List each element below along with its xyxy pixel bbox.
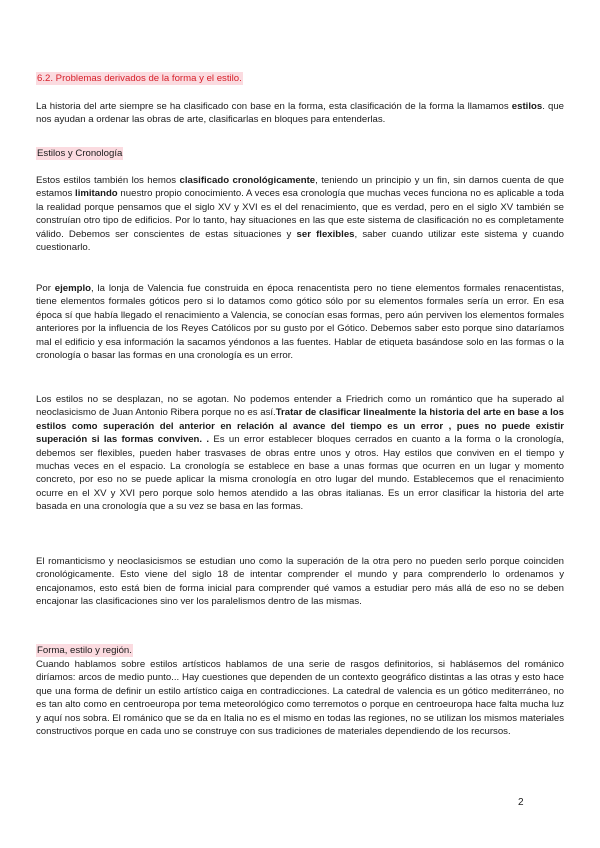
intro-text-2: . que nos ayudan a ordenar las obras de arte, clasificarlas en bloques para entenderlas. xyxy=(36,101,565,126)
estilos-p1-bold-1: clasificado cronológicamente xyxy=(179,175,316,186)
estilos-p1-text-1: Estos estilos también los hemos xyxy=(36,175,180,186)
estilos-p1-text-4: , saber cuando utilizar este sistema y cuando cuestionarlo. xyxy=(36,228,564,254)
estilos-p3-text-1: Los estilos no se desplazan, no se agotan. No podemos entender a Friedrich como un romántico que ha superado al neoclasicismo de Juan Antonio Ribera porque no es así. xyxy=(36,394,564,419)
estilos-p1-text-2: , teniendo un principio y un fin, sin darnos cuenta de que estamos xyxy=(36,175,564,200)
estilos-heading: Estilos y Cronología xyxy=(37,148,123,159)
intro-text-1: La historia del arte siempre se ha clasificado con base en la forma, esta clasificación de la forma la llamamos xyxy=(36,101,512,112)
estilos-p1-text-3: nuestro propio conocimiento. A veces esa cronología que muchas veces funciona no es aplicable a toda la realidad porque pensamos que el siglo XV y XVI es el del renacimiento, que es verdad, pero en el siglo XV también se construían otro tipo de edificios. Por lo tanto, hay situaciones en las que este sistema de clasificación no es completamente válido. Debemos ser conscientes de estas situaciones y xyxy=(36,188,564,240)
estilos-p3-bold-1: Tratar de clasificar linealmente la historia del arte en base a los estilos como superación del anterior en relación al avance del tiempo es un error , pues no puede existir superación si las formas conviven. . xyxy=(36,407,564,446)
estilos-p2-text-1: Por xyxy=(36,283,55,294)
page-number: 2 xyxy=(518,797,524,808)
forma-heading: Forma, estilo y región. xyxy=(37,645,132,656)
estilos-paragraph-2 xyxy=(36,282,564,362)
estilos-p2-text-2: , la lonja de Valencia fue construida en época renacentista pero no tiene elementos formales renacentistas, tiene elementos formales góticos pero si lo datamos como gótico sólo por su elementos formales sería un error. En esa época sí que había llegado el renacimiento a Valencia, se conocían esas formas, pero aún perviven los elementos formales anteriores por la influencia de los Reyes Católicos por su gusto por el Gótico. Debemos saber esto porque sino dataríamos mal el edificio y esa información la sacamos yéndonos a las fuentes. Hablar de etiqueta basándose solo en las formas o la cronología o basar las formas en una cronología es un error. xyxy=(36,283,564,362)
estilos-paragraph-3 xyxy=(36,393,564,514)
section-title: 6.2. Problemas derivados de la forma y el estilo. xyxy=(37,73,242,84)
estilos-p2-bold-1: ejemplo xyxy=(54,283,92,294)
estilos-paragraph-1 xyxy=(36,174,564,254)
forma-paragraph-1: Cuando hablamos sobre estilos artísticos hablamos de una serie de rasgos definitorios, si hablásemos del románico diríamos: arcos de medio punto... Hay cuestiones que dependen de un contexto geográfico distintas a las otras y esto hace que una forma de definir un estilo artístico caiga en contradicciones. La catedral de valencia es un gótico mediterráneo, no es tan alto como en centroeuropa por tema meteorológico como terremotos o porque en centroeuropa hace falta mucha luz y aquí nos sobra. El románico que se da en Italia no es el mismo en todas las regiones, no se utilizan los mismos materiales constructivos porque en cada uno se construye con sus tradiciones de materiales dependiendo de los recursos. xyxy=(36,659,564,738)
estilos-p1-bold-3: ser flexibles xyxy=(296,228,355,240)
intro-bold-estilos: estilos xyxy=(511,101,543,112)
estilos-p1-bold-2: limitando xyxy=(75,188,118,200)
estilos-paragraph-4: El romanticismo y neoclasicismos se estudian uno como la superación de la otra pero no pueden serlo porque coinciden cronológicamente. Esto viene del siglo 18 de intentar comprender el mundo y para comprenderlo lo ordenamos y encajonamos, esto está bien de forma inicial para comprender qué vamos a estudiar pero más allá de eso no se deben encajonar las clasificaciones sino ver los paralelismos dentro de las mismas. xyxy=(36,556,564,608)
intro-paragraph xyxy=(36,100,564,127)
estilos-p3-text-2: Es un error establecer bloques cerrados en cuanto a la forma o la cronología, debemos ser flexibles, pueden haber trasvases de obras entre unos y otros. Hay estilos que conviven en el tiempo y muchas veces en el espacio. La cronología se establece en base a unas formas que ocurren en un lugar y momento concreto, por eso no se puede aplicar la misma cronología en otro lugar del mundo. Establecemos que el renacimiento ocurre en el XV y XVI pero porque solo hemos atendido a las obras italianas. Es un error clasificar la historia del arte basada en una cronología que a su vez se basa en las formas. xyxy=(36,434,564,513)
